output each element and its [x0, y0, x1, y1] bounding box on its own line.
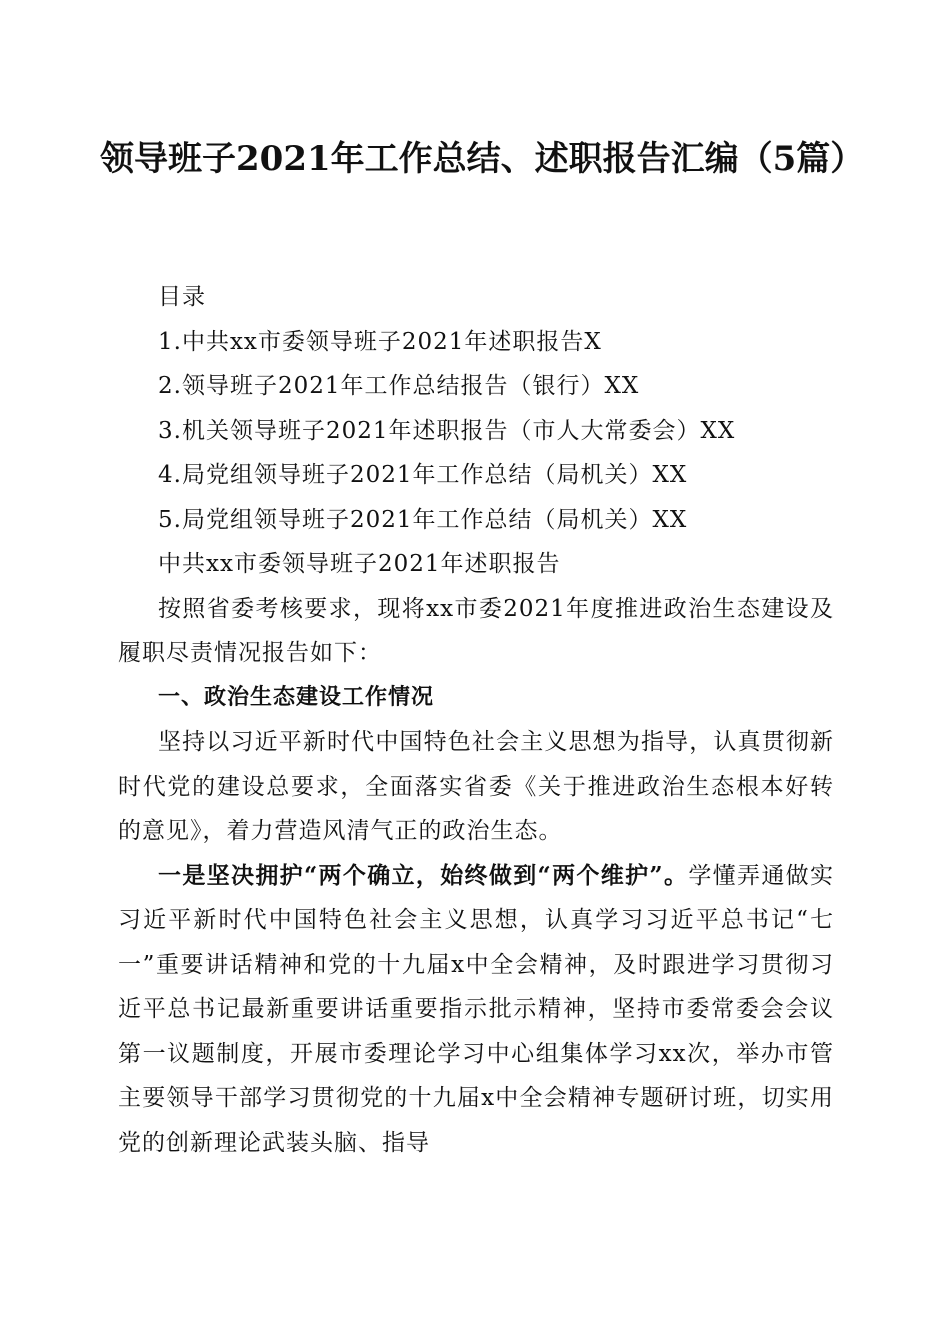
toc-label: 目录: [158, 284, 206, 310]
document-body: [118, 275, 834, 1165]
point-one-paragraph: [118, 854, 834, 1166]
report-title: 中共xx市委领导班子2021年述职报告: [158, 551, 561, 577]
toc-item-5[interactable]: 5.局党组领导班子2021年工作总结（局机关）XX: [158, 506, 688, 533]
point-one-lead: 一是坚决拥护“两个确立，始终做到“两个维护”。: [158, 861, 689, 889]
toc-item-4[interactable]: 4.局党组领导班子2021年工作总结（局机关）XX: [158, 462, 688, 488]
intro-paragraph: 按照省委考核要求，现将xx市委2021年度推进政治生态建设及履职尽责情况报告如下：: [118, 595, 834, 666]
toc-item-1[interactable]: 1.中共xx市委领导班子2021年述职报告X: [158, 328, 602, 355]
section-paragraph: 坚持以习近平新时代中国特色社会主义思想为指导，认真贯彻新时代党的建设总要求，全面落实省委《关于推进政治生态根本好转的意见》，着力营造风清气正的政治生态。: [118, 729, 834, 844]
point-one-text: 学懂弄通做实习近平新时代中国特色社会主义思想，认真学习习近平总书记“七一”重要讲话精神和党的十九届x中全会精神，及时跟进学习贯彻习近平总书记最新重要讲话重要指示批示精神，坚持市委常委会会议第一议题制度，开展市委理论学习中心组集体学习xx次，举办市管主要领导干部学习贯彻党的十九届x中全会精神专题研讨班，切实用党的创新理论武装头脑、指导: [118, 862, 834, 1156]
section-heading: 一、政治生态建设工作情况: [158, 684, 435, 710]
toc-item-3[interactable]: 3.机关领导班子2021年述职报告（市人大常委会）XX: [158, 417, 736, 444]
toc-item-2[interactable]: 2.领导班子2021年工作总结报告（银行）XX: [158, 373, 640, 399]
document-title: 领导班子2021年工作总结、述职报告汇编（5篇）: [100, 139, 865, 179]
